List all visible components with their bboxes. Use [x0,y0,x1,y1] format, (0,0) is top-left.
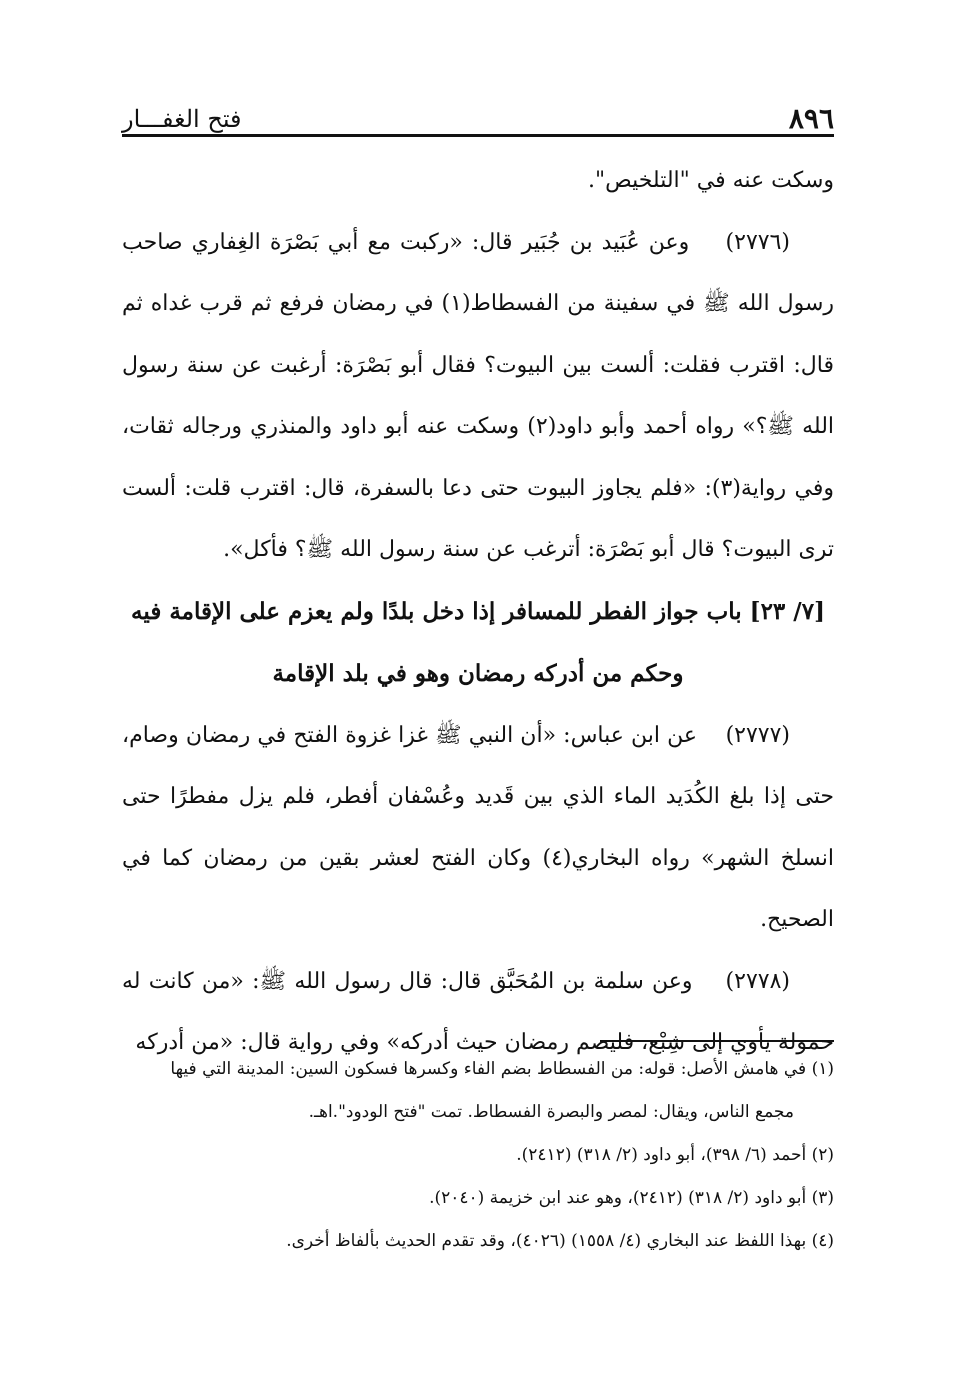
hadith-number: (٢٧٧٨) [725,968,790,994]
page-number: ٨٩٦ [788,102,834,135]
header-rule [122,134,834,137]
hadith-number: (٢٧٧٦) [725,229,790,255]
hadith-text: عن ابن عباس: «أن النبي ﷺ غزا غزوة الفتح في رمضان وصام، حتى إذا بلغ الكُدَيد الماء الذي بين قَديد وعُسْفان أفطر، فلم يزل مفطرًا حتى انسلخ الشهر» رواه البخاري(٤) وكان الفتح لعشر بقين من رمضان كما في الصحيح. [122,722,834,932]
paragraph-continuation: وسكت عنه في "التلخيص". [588,168,834,193]
chapter-heading-line-1: [٧/ ٢٣] باب جواز الفطر للمسافر إذا دخل بلدًا ولم يعزم على الإقامة فيه [131,597,825,625]
running-header [122,92,834,134]
book-title: فتح الغفـــار [122,105,242,133]
hadith-text: وعن عُبَيد بن جُبَير قال: «ركبت مع أبي بَصْرَة الغِفاري صاحب رسول الله ﷺ في سفينة من الفسطاط(١) في رمضان فرفع ثم قرب غداه ثم قال: اقترب فقلت: ألست بين البيوت؟ فقال أبو بَصْرَة: أرغبت عن سنة رسول الله ﷺ؟» رواه أحمد وأبو داود(٢) وسكت عنه أبو داود والمنذري ورجاله ثقات، وفي رواية(٣): «فلم يجاوز البيوت حتى دعا بالسفرة، قال: اقترب قلت: ألست ترى البيوت؟ قال أبو بَصْرَة: أترغب عن سنة رسول الله ﷺ؟ فأكل». [122,229,835,562]
footnote-1-continuation: مجمع الناس، ويقال: لمصر والبصرة الفسطاط. تمت "فتح الودود".اهـ. [308,1102,794,1122]
footnote-4: (٤) بهذا اللفظ عند البخاري (٤/ ١٥٥٨) (٤٠٢٦)، وقد تقدم الحديث بألفاظ أخرى. [286,1231,834,1251]
main-text [122,150,834,1074]
footnote-separator [600,1040,834,1042]
footnotes [122,1048,834,1263]
footnote-2: (٢) أحمد (٦/ ٣٩٨)، أبو داود (٢/ ٣١٨) (٢٤١٢). [516,1145,834,1165]
footnote-3: (٣) أبو داود (٢/ ٣١٨) (٢٤١٢)، وهو عند ابن خزيمة (٢٠٤٠). [429,1188,834,1208]
footnote-1: (١) في هامش الأصل: قوله: من الفسطاط بضم الفاء وكسرها فسكون السين: المدينة التي فيها [170,1059,834,1079]
hadith-text: وعن سلمة بن المُحَبَّق قال: قال رسول الله ﷺ: «من كانت له حمولة يأوي إلى شِبْع، فليصم رمضان حيث أدركه» وفي رواية قال: «من أدركه [122,968,834,1055]
hadith-2777 [122,705,834,951]
hadith-number: (٢٧٧٧) [725,722,791,748]
chapter-heading-line-2: وحكم من أدركه رمضان وهو في بلد الإقامة [272,659,684,687]
hadith-2776 [122,212,834,581]
